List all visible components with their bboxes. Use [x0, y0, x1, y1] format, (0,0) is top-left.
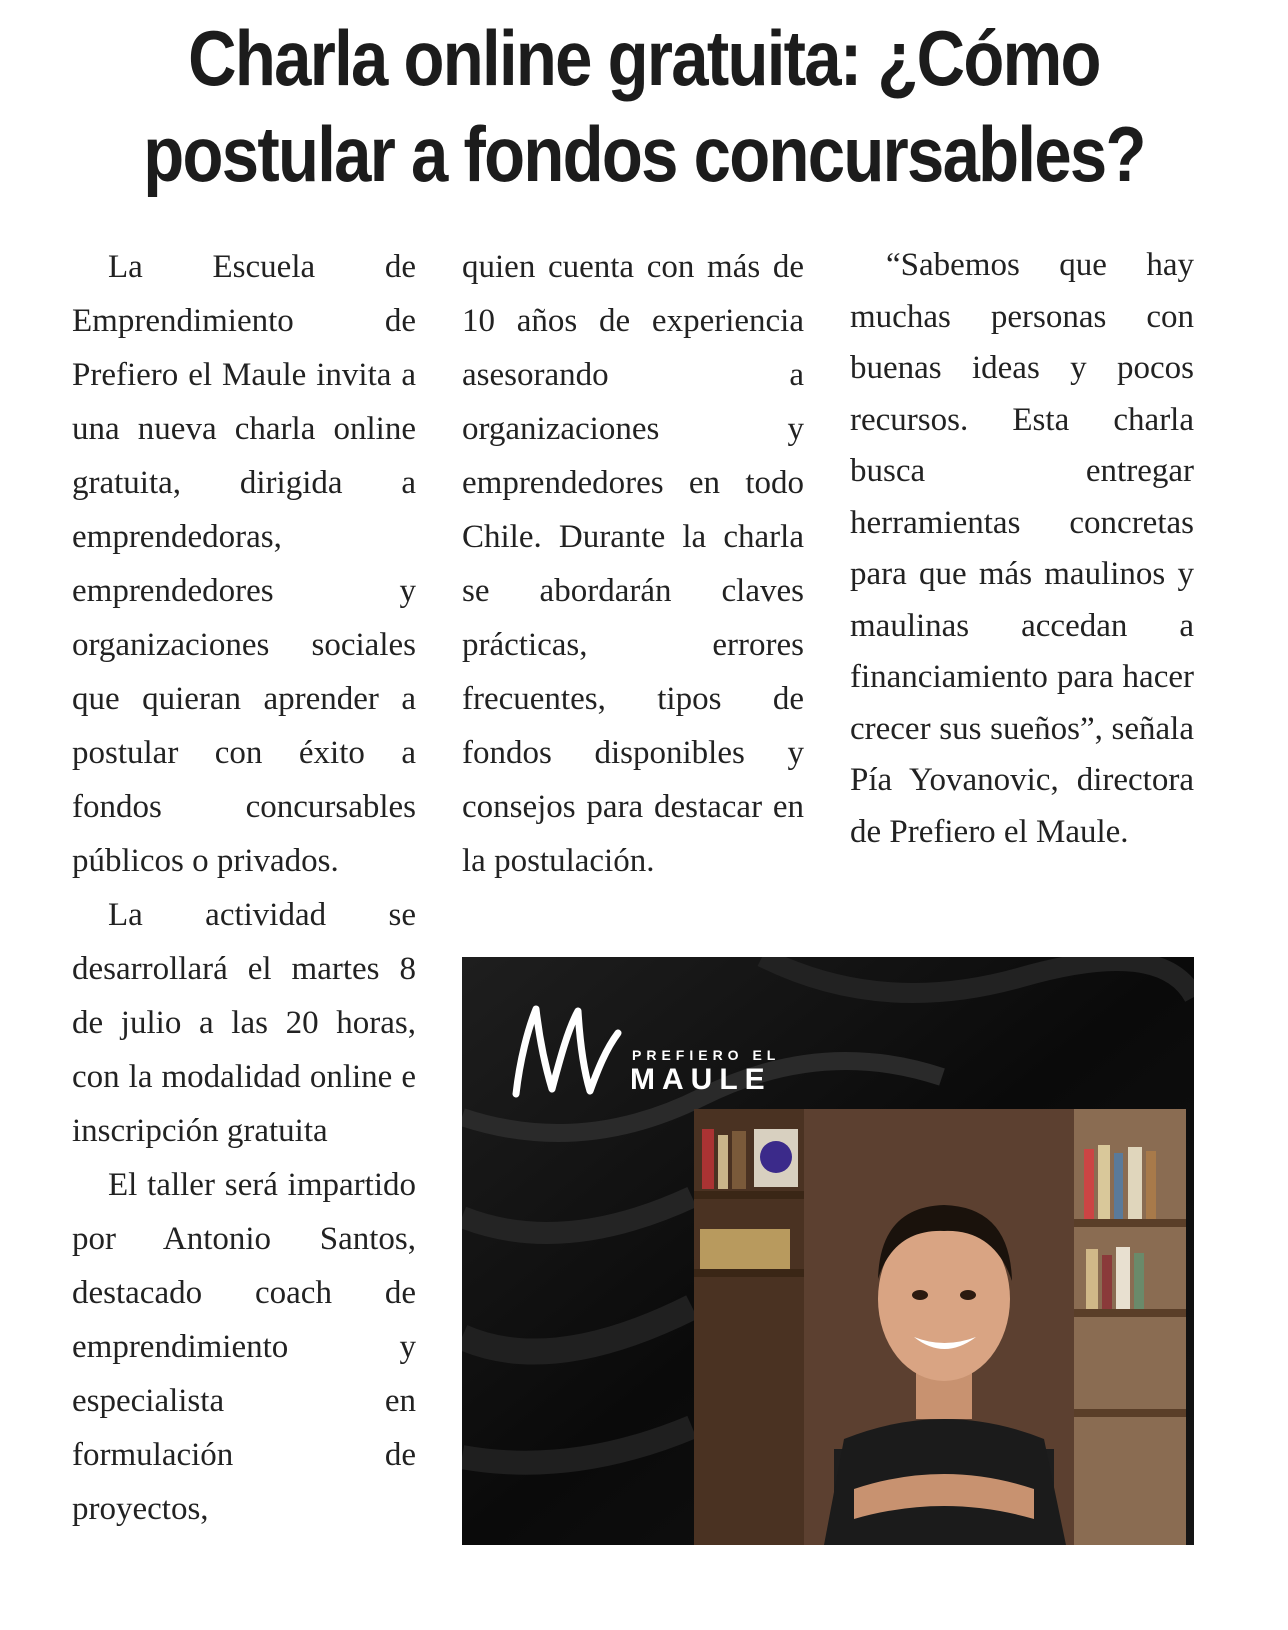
paragraph: El taller será impartido por Antonio Santos, destacado coach de emprendimiento y especialista en formulación de proyectos, — [72, 1167, 416, 1527]
portrait-illustration — [694, 1109, 1186, 1545]
logo-text-small: PREFIERO EL — [632, 1047, 781, 1063]
article-column-2 — [462, 240, 804, 888]
prefiero-el-maule-logo-icon — [506, 999, 626, 1109]
paragraph: La actividad se desarrollará el martes 8 de julio a las 20 horas, con la modalidad online e inscripción gratuita — [72, 897, 416, 1149]
quote-paragraph: “Sabemos que hay muchas personas con buenas ideas y pocos recursos. Esta charla busca entregar herramientas concretas para que más maulinos y maulinas accedan a financiamiento para hacer crecer sus sueños”, señala Pía Yovanovic, directora de Prefiero el Maule. — [850, 247, 1194, 850]
logo-text-large: MAULE — [630, 1063, 772, 1096]
speaker-portrait — [694, 1109, 1186, 1545]
article-column-1 — [72, 240, 416, 1536]
article-column-3 — [850, 240, 1194, 858]
article-headline: Charla online gratuita: ¿Cómo postular a fondos concursables? — [143, 14, 1145, 198]
paragraph: quien cuenta con más de 10 años de experiencia asesorando a organizaciones y emprendedores en todo Chile. Durante la charla se abordarán claves prácticas, errores frecuentes, tipos de fondos disponibles y consejos para destacar en la postulación. — [462, 249, 804, 879]
paragraph: La Escuela de Emprendimiento de Prefiero el Maule invita a una nueva charla online gratuita, dirigida a emprendedoras, emprendedores y organizaciones sociales que quieran aprender a postular con éxito a fondos concursables públicos o privados. — [72, 249, 416, 879]
article-photo — [462, 957, 1194, 1545]
